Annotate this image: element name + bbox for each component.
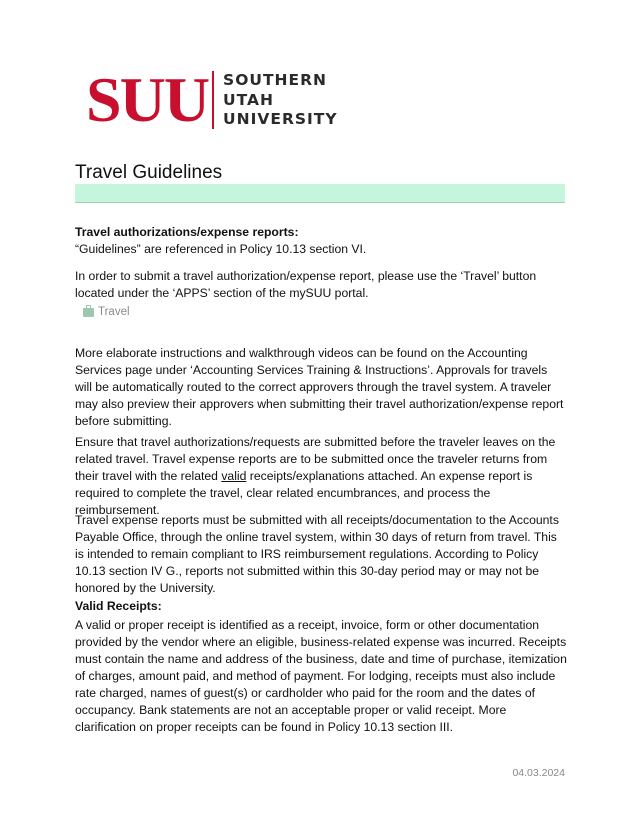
text-run: Ensure that travel authorizations/requests are submitted before the traveler leaves on the related travel. Travel expense reports are to be submitted once the traveler returns from their travel with the related (75, 435, 556, 483)
paragraph-text (75, 434, 567, 519)
page-title: Travel Guidelines (75, 162, 223, 183)
logo-line-3: UNIVERSITY (223, 110, 338, 128)
section-travel-authorizations (75, 224, 567, 258)
logo-wordmark (223, 71, 338, 129)
logo-divider (212, 71, 214, 129)
paragraph-instructions (75, 345, 567, 430)
section-heading: Valid Receipts: (75, 599, 162, 613)
logo-line-1: SOUTHERN (223, 71, 327, 89)
section-valid-receipts (75, 598, 567, 736)
policy-reference: “Guidelines” are referenced in Policy 10.13 section VI. (75, 242, 367, 256)
footer-date: 04.03.2024 (512, 767, 565, 779)
logo-mark: SUU (86, 64, 209, 135)
suu-logo (86, 64, 338, 135)
title-bar (75, 184, 565, 203)
paragraph-submit (75, 268, 567, 302)
text-run: receipts/explanations attached. An expense report is required to complete the travel, clear related encumbrances, and process the reimbursement. (75, 469, 533, 517)
paragraph-text: In order to submit a travel authorization/expense report, please use the ‘Travel’ button located under the ‘APPS’ section of the mySUU portal. (75, 269, 537, 300)
paragraph-deadline (75, 512, 567, 597)
travel-button-label: Travel (98, 306, 130, 318)
paragraph-submission-timing (75, 434, 567, 519)
section-heading: Travel authorizations/expense reports: (75, 225, 299, 239)
paragraph-text: Travel expense reports must be submitted with all receipts/documentation to the Accounts Payable Office, through the online travel system, within 30 days of return from travel. This is intended to remain compliant to IRS reimbursement regulations. According to Policy 10.13 section IV G., reports not submitted within this 30-day period may or may not be honored by the University. (75, 513, 559, 595)
travel-app-button[interactable] (83, 306, 130, 318)
briefcase-icon (83, 308, 94, 317)
paragraph-text: A valid or proper receipt is identified as a receipt, invoice, form or other documentation provided by the vendor where an eligible, business-related expense was incurred. Receipts must contain the name and address of the business, date and time of purchase, itemization of charges, amount paid, and method of payment. For lodging, receipts must also include rate charged, names of guest(s) or cardholder who paid for the room and the dates of occupancy. Bank statements are not an acceptable proper or valid receipt. More clarification on proper receipts can be found in Policy 10.13 section III. (75, 618, 567, 734)
underlined-word: valid (221, 469, 247, 483)
logo-line-2: UTAH (223, 90, 274, 109)
paragraph-text: More elaborate instructions and walkthrough videos can be found on the Accounting Services page under ‘Accounting Services Training & Instructions’. Approvals for travels will be automatically routed to the correct approvers through the travel system. A traveler may also preview their approvers when submitting their travel authorization/expense report before submitting. (75, 346, 564, 428)
